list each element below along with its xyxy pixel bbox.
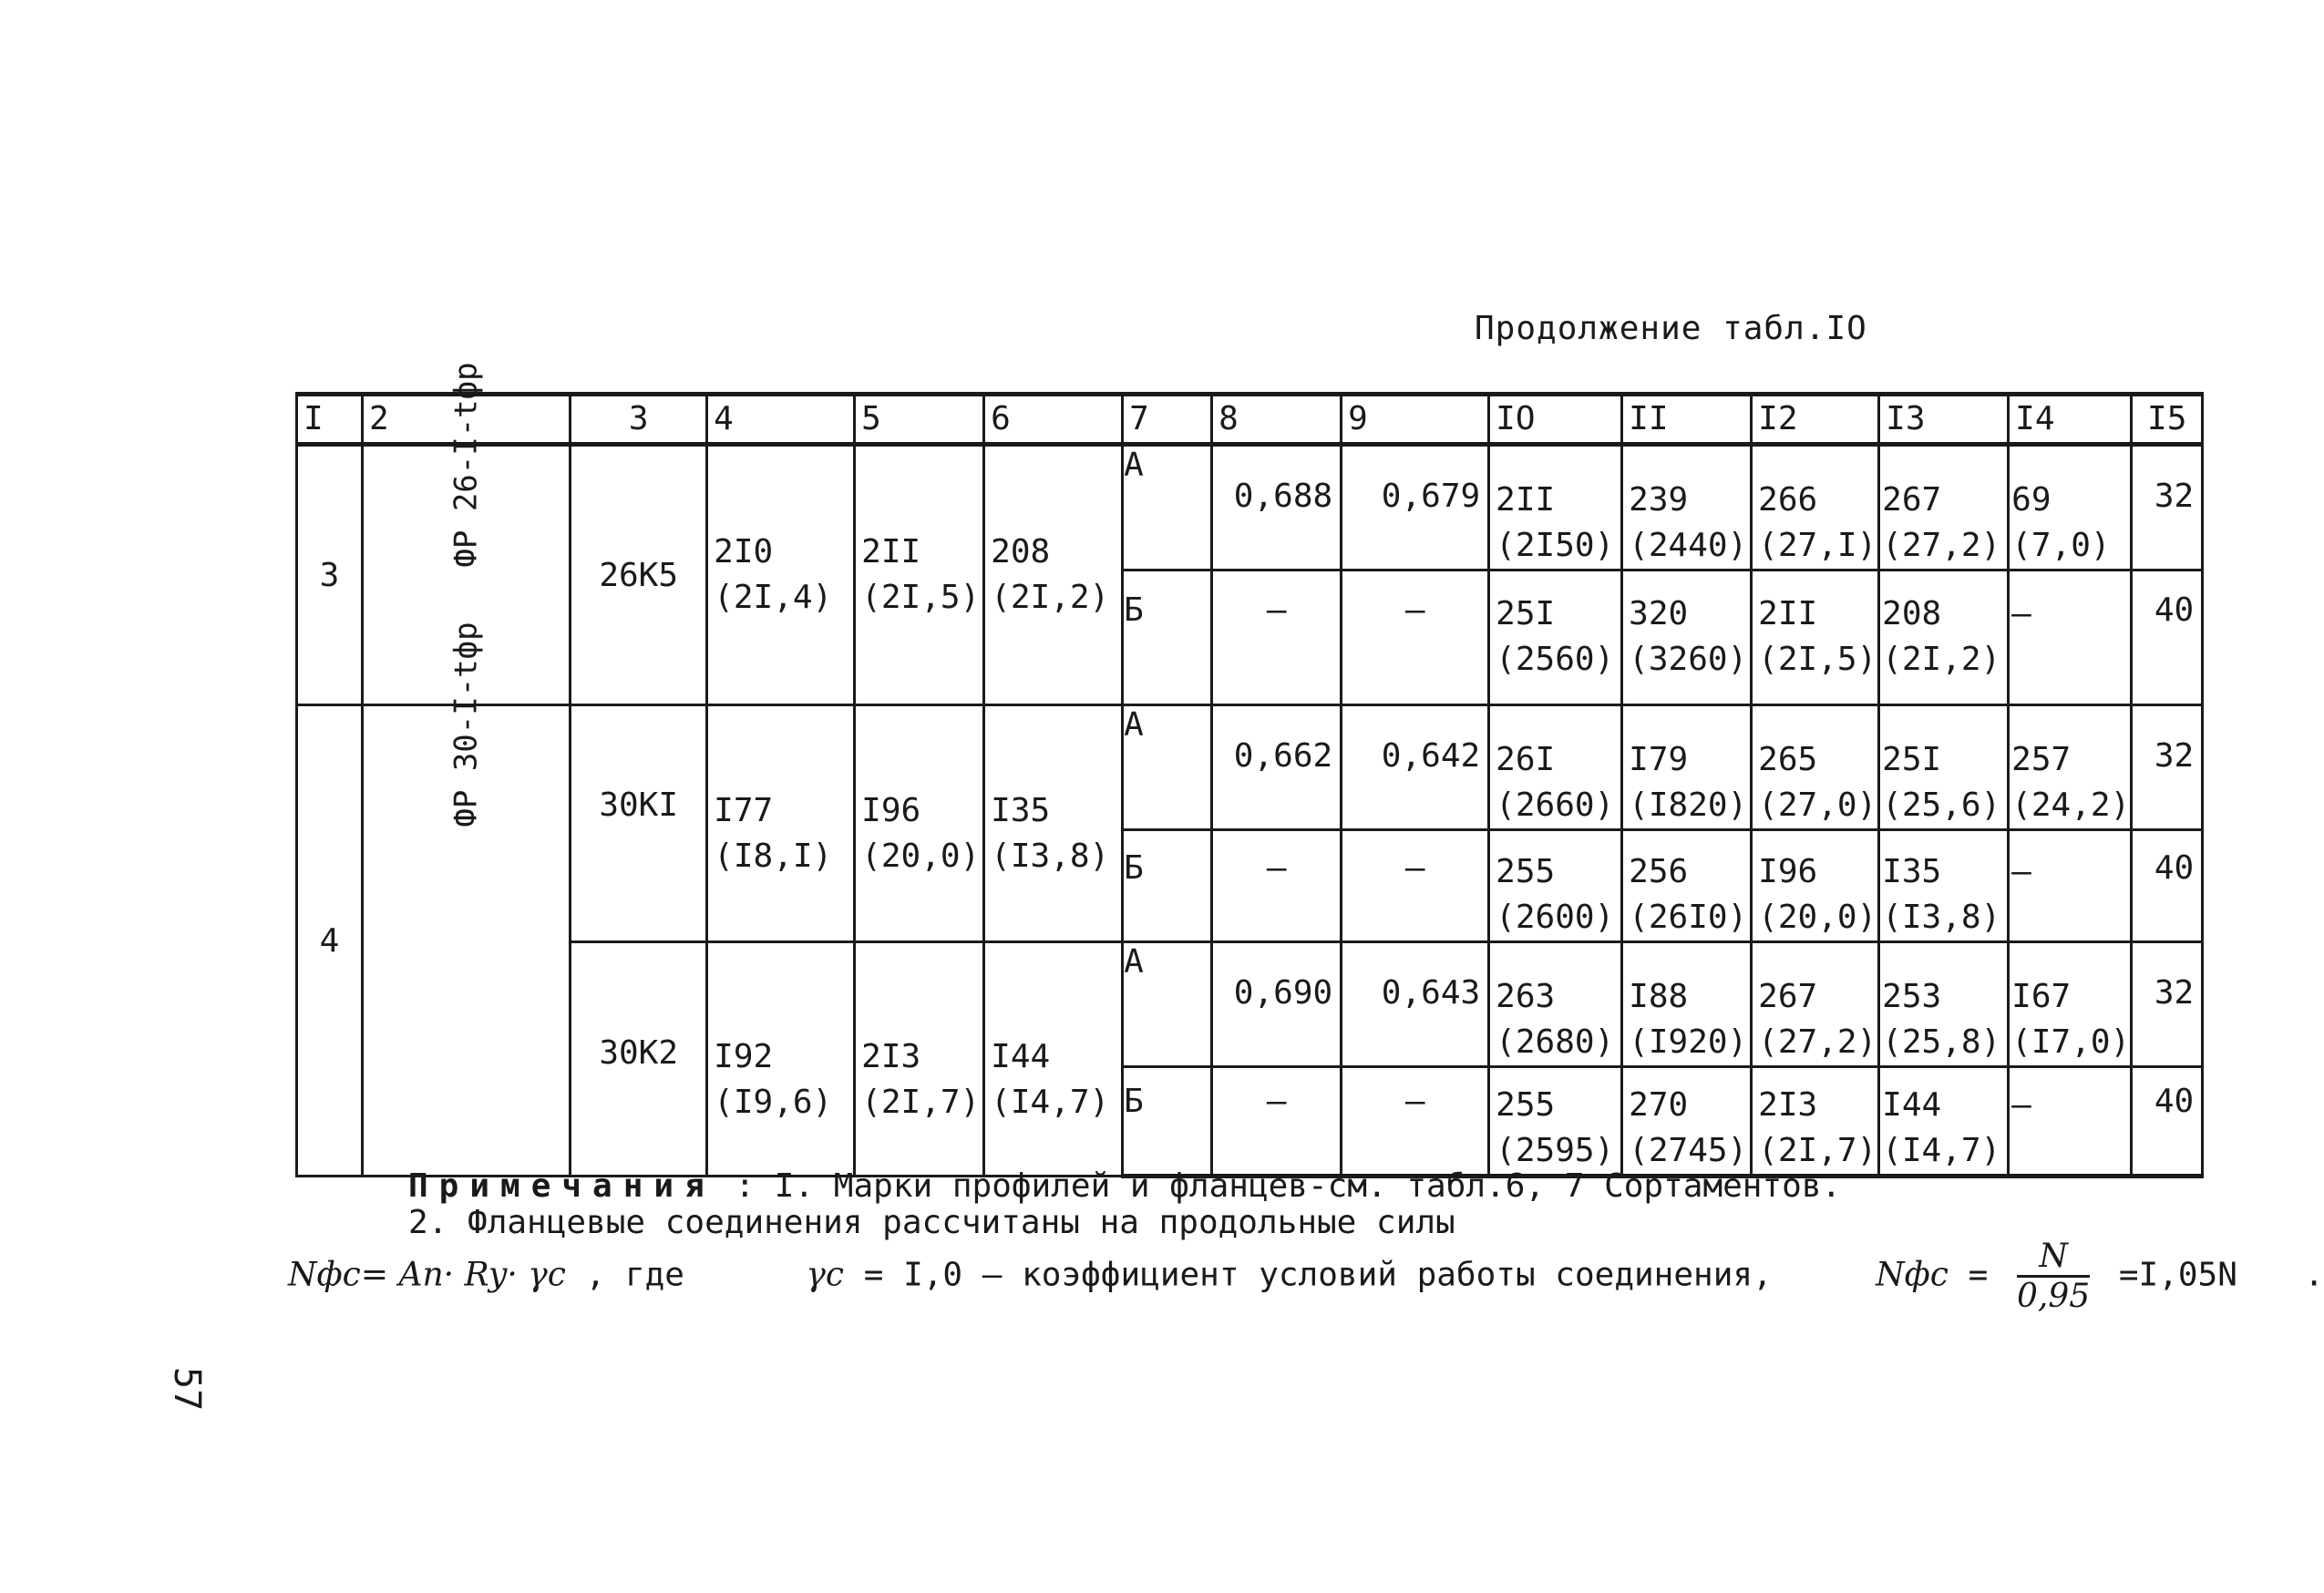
value-main: 255 xyxy=(1496,853,1556,890)
value-cell: 40 xyxy=(2132,570,2203,705)
value-pair-cell xyxy=(855,705,984,942)
value-pair-cell xyxy=(855,942,984,1177)
value-cell: – xyxy=(1212,830,1342,942)
column-header: 5 xyxy=(855,395,984,445)
note-1-text: : I. Марки профилей и фланцев-см. табл.6, 7 Сортаментов. xyxy=(735,1167,1842,1205)
value-sub: (2I,4) xyxy=(714,579,833,616)
value-main: 2II xyxy=(1758,595,1818,632)
table-header-row xyxy=(297,395,2203,445)
value-pair-cell xyxy=(1622,570,1752,705)
profile-cell: 30К2 xyxy=(571,942,707,1177)
formula-period: . xyxy=(2304,1256,2324,1294)
value-sub: (2I50) xyxy=(1496,527,1615,564)
value-pair-cell xyxy=(1879,830,2009,942)
page-number: 57 xyxy=(166,1367,208,1412)
value-sub: (27,2) xyxy=(1758,1023,1877,1061)
value-pair-cell xyxy=(1622,1067,1752,1177)
value-sub: (2745) xyxy=(1629,1132,1748,1169)
value-sub: (24,2) xyxy=(2011,786,2131,824)
formula-gamma: γc xyxy=(806,1256,845,1294)
value-pair-cell xyxy=(1489,830,1622,942)
value-pair-cell xyxy=(1489,705,1622,830)
value-sub: (I3,8) xyxy=(991,838,1110,875)
steel-grade: Б xyxy=(1123,1067,1212,1177)
value-sub: (I9,6) xyxy=(714,1084,833,1121)
value-pair-cell xyxy=(2009,942,2132,1067)
value-sub: (26I0) xyxy=(1629,899,1748,936)
column-header: I5 xyxy=(2132,395,2203,445)
table-notes xyxy=(408,1168,1841,1241)
value-cell: 0,642 xyxy=(1342,705,1489,830)
column-header: 4 xyxy=(707,395,855,445)
value-sub: (2595) xyxy=(1496,1132,1615,1169)
value-main: 2II xyxy=(1496,481,1556,519)
value-sub: (2I,7) xyxy=(1758,1132,1877,1169)
formula-fraction xyxy=(2017,1238,2090,1315)
value-cell: 40 xyxy=(2132,830,2203,942)
row-number: 4 xyxy=(297,705,363,1177)
value-main: 270 xyxy=(1629,1086,1689,1124)
value-main: I88 xyxy=(1629,978,1689,1015)
column-header: I2 xyxy=(1752,395,1879,445)
column-header: 2 xyxy=(363,395,571,445)
value-pair-cell xyxy=(1752,445,1879,570)
formula-where: , где xyxy=(585,1256,684,1294)
formula-gamma-text: = I,0 – коэффициент условий работы соединения, xyxy=(863,1256,1773,1294)
value-main: I44 xyxy=(1882,1086,1942,1124)
steel-grade: А xyxy=(1123,705,1212,830)
value-cell: 0,643 xyxy=(1342,942,1489,1067)
value-pair-cell xyxy=(1879,942,2009,1067)
value-main: I67 xyxy=(2011,978,2072,1015)
profile-cell: 30КI xyxy=(571,705,707,942)
value-pair-cell xyxy=(1752,942,1879,1067)
value-cell: 32 xyxy=(2132,705,2203,830)
value-main: 2I3 xyxy=(1758,1086,1818,1124)
table-row xyxy=(297,705,2203,830)
value-cell: – xyxy=(1212,1067,1342,1177)
value-sub: (2I,5) xyxy=(861,579,981,616)
value-pair-cell xyxy=(1489,570,1622,705)
value-cell: 40 xyxy=(2132,1067,2203,1177)
value-pair-cell xyxy=(1879,1067,2009,1177)
value-main: I35 xyxy=(1882,853,1942,890)
value-main: – xyxy=(2011,1086,2031,1124)
column-header: I xyxy=(297,395,363,445)
value-main: I79 xyxy=(1629,741,1689,778)
value-pair-cell xyxy=(984,942,1123,1177)
column-header: 9 xyxy=(1342,395,1489,445)
value-sub: (27,2) xyxy=(1882,527,2001,564)
value-pair-cell xyxy=(1489,1067,1622,1177)
value-cell: – xyxy=(1342,830,1489,942)
column-header: 7 xyxy=(1123,395,1212,445)
value-cell: – xyxy=(1342,570,1489,705)
steel-grade: А xyxy=(1123,445,1212,570)
value-cell xyxy=(2009,570,2132,705)
formula-result: =I,05N xyxy=(2118,1256,2237,1294)
value-cell xyxy=(2009,830,2132,942)
formula-equals: = xyxy=(1968,1256,1989,1294)
value-sub: (2I,2) xyxy=(1882,641,2001,678)
value-main: 255 xyxy=(1496,1086,1556,1124)
value-main: 320 xyxy=(1629,595,1689,632)
value-sub: (2I,2) xyxy=(991,579,1110,616)
value-main: 2II xyxy=(861,533,921,570)
value-main: 256 xyxy=(1629,853,1689,890)
value-pair-cell xyxy=(984,445,1123,705)
value-pair-cell xyxy=(2009,705,2132,830)
value-main: I44 xyxy=(991,1038,1051,1075)
value-main: 25I xyxy=(1882,741,1942,778)
value-main: 267 xyxy=(1758,978,1818,1015)
value-main: I35 xyxy=(991,792,1051,829)
value-cell xyxy=(2009,1067,2132,1177)
table-continuation-caption: Продолжение табл.IO xyxy=(1475,310,1867,347)
value-cell: – xyxy=(1212,570,1342,705)
value-pair-cell xyxy=(1752,570,1879,705)
steel-grade: А xyxy=(1123,942,1212,1067)
value-main: I96 xyxy=(861,792,921,829)
note-line-2: 2. Фланцевые соединения рассчитаны на продольные силы xyxy=(408,1204,1455,1241)
value-main: 257 xyxy=(2011,741,2072,778)
value-pair-cell xyxy=(707,445,855,705)
fraction-numerator: N xyxy=(2017,1238,2090,1278)
value-cell: 32 xyxy=(2132,445,2203,570)
value-pair-cell xyxy=(1879,570,2009,705)
value-pair-cell xyxy=(1622,830,1752,942)
note-line-1 xyxy=(408,1168,1841,1205)
value-sub: (2560) xyxy=(1496,641,1615,678)
flange-joint-table xyxy=(295,362,2204,1178)
row-number: 3 xyxy=(297,445,363,705)
value-sub: (25,6) xyxy=(1882,786,2001,824)
notes-label: Примечания xyxy=(408,1167,715,1205)
value-sub: (3260) xyxy=(1629,641,1748,678)
value-main: 69 xyxy=(2011,481,2051,519)
value-sub: (2680) xyxy=(1496,1023,1615,1061)
value-sub: (I4,7) xyxy=(1882,1132,2001,1169)
value-sub: (2I,7) xyxy=(861,1084,981,1121)
value-main: 253 xyxy=(1882,978,1942,1015)
value-pair-cell xyxy=(1879,445,2009,570)
value-cell: 0,662 xyxy=(1212,705,1342,830)
value-cell: 0,690 xyxy=(1212,942,1342,1067)
value-main: I96 xyxy=(1758,853,1818,890)
value-main: 267 xyxy=(1882,481,1942,519)
flange-name: ФР 26-I-tфр xyxy=(447,362,485,568)
value-sub: (7,0) xyxy=(2011,527,2111,564)
value-main: 265 xyxy=(1758,741,1818,778)
steel-grade: Б xyxy=(1123,830,1212,942)
value-main: 263 xyxy=(1496,978,1556,1015)
table-row xyxy=(297,445,2203,570)
value-pair-cell xyxy=(707,705,855,942)
value-sub: (20,0) xyxy=(861,838,981,875)
value-sub: (2660) xyxy=(1496,786,1615,824)
value-cell: 0,679 xyxy=(1342,445,1489,570)
value-pair-cell xyxy=(984,705,1123,942)
steel-grade: Б xyxy=(1123,570,1212,705)
formula-nfc: Nфс xyxy=(1876,1256,1949,1294)
column-header: II xyxy=(1622,395,1752,445)
value-pair-cell xyxy=(707,942,855,1177)
table-row xyxy=(297,942,2203,1067)
value-main: 208 xyxy=(991,533,1051,570)
value-main: – xyxy=(2011,853,2031,890)
value-cell: – xyxy=(1342,1067,1489,1177)
column-header: 3 xyxy=(571,395,707,445)
value-main: I77 xyxy=(714,792,774,829)
value-sub: (I4,7) xyxy=(991,1084,1110,1121)
column-header: IO xyxy=(1489,395,1622,445)
value-sub: (2I,5) xyxy=(1758,641,1877,678)
value-pair-cell xyxy=(855,445,984,705)
flange-name-cell xyxy=(363,622,571,1177)
value-main: 25I xyxy=(1496,595,1556,632)
value-pair-cell xyxy=(1489,445,1622,570)
value-cell: 0,688 xyxy=(1212,445,1342,570)
value-sub: (I820) xyxy=(1629,786,1748,824)
value-sub: (2440) xyxy=(1629,527,1748,564)
value-pair-cell xyxy=(1752,705,1879,830)
value-sub: (20,0) xyxy=(1758,899,1877,936)
value-sub: (I7,0) xyxy=(2011,1023,2131,1061)
value-sub: (27,0) xyxy=(1758,786,1877,824)
value-main: 2I3 xyxy=(861,1038,921,1075)
value-pair-cell xyxy=(1879,705,2009,830)
value-pair-cell xyxy=(2009,445,2132,570)
value-main: 239 xyxy=(1629,481,1689,519)
flange-name: ФР 30-I-tфр xyxy=(447,622,485,827)
profile-cell: 26К5 xyxy=(571,445,707,705)
value-main: 266 xyxy=(1758,481,1818,519)
value-pair-cell xyxy=(1622,942,1752,1067)
value-main: I92 xyxy=(714,1038,774,1075)
value-pair-cell xyxy=(1489,942,1622,1067)
value-pair-cell xyxy=(1622,705,1752,830)
formula-lhs: Nфс= Aп· Ry· γc xyxy=(288,1256,566,1294)
value-sub: (27,I) xyxy=(1758,527,1877,564)
column-header: I4 xyxy=(2009,395,2132,445)
value-pair-cell xyxy=(1752,830,1879,942)
value-main: – xyxy=(2011,595,2031,632)
value-pair-cell xyxy=(1622,445,1752,570)
value-pair-cell xyxy=(1752,1067,1879,1177)
force-formula xyxy=(288,1238,2324,1315)
value-cell: 32 xyxy=(2132,942,2203,1067)
value-sub: (25,8) xyxy=(1882,1023,2001,1061)
value-sub: (2600) xyxy=(1496,899,1615,936)
value-main: 2I0 xyxy=(714,533,774,570)
value-sub: (I8,I) xyxy=(714,838,833,875)
fraction-denominator: 0,95 xyxy=(2017,1278,2091,1315)
column-header: 6 xyxy=(984,395,1123,445)
value-main: 208 xyxy=(1882,595,1942,632)
column-header: I3 xyxy=(1879,395,2009,445)
column-header: 8 xyxy=(1212,395,1342,445)
value-sub: (I920) xyxy=(1629,1023,1748,1061)
value-main: 26I xyxy=(1496,741,1556,778)
value-sub: (I3,8) xyxy=(1882,899,2001,936)
